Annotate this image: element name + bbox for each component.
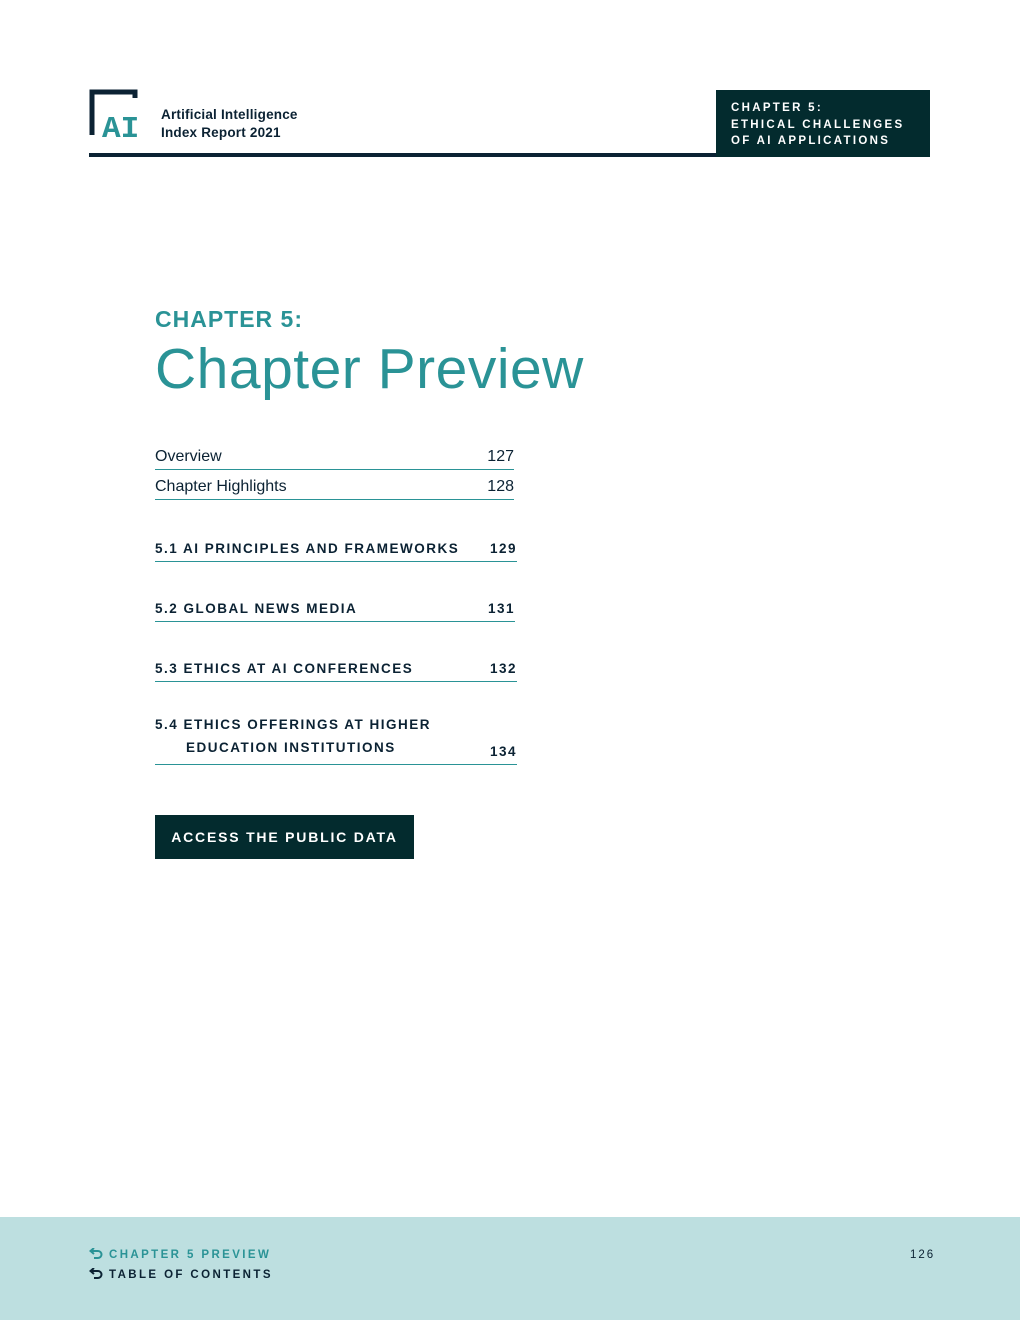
toc-item-label: 5.1 AI PRINCIPLES AND FRAMEWORKS <box>155 541 460 556</box>
return-arrow-icon <box>89 1248 103 1261</box>
toc-item-page: 131 <box>487 601 515 616</box>
chapter-tag-line3: OF AI APPLICATIONS <box>731 135 891 147</box>
chapter-tag-line1: CHAPTER 5: <box>731 102 824 114</box>
return-arrow-icon <box>89 1268 103 1281</box>
toc-item-label-line1: 5.4 ETHICS OFFERINGS AT HIGHER <box>155 717 432 732</box>
toc-item-label: Overview <box>155 448 222 465</box>
toc-item-page: 128 <box>487 478 514 495</box>
chapter-label: CHAPTER 5: <box>155 306 304 332</box>
toc-item-page: 127 <box>487 448 514 465</box>
toc-item-label: Chapter Highlights <box>155 478 287 495</box>
toc-item-label-line2: EDUCATION INSTITUTIONS <box>186 740 396 755</box>
toc-item-overview[interactable] <box>155 447 514 470</box>
toc-item-page: 134 <box>489 744 517 759</box>
logo-letters: AI <box>102 112 140 141</box>
chapter-preview-link[interactable] <box>89 1248 271 1261</box>
chapter-tag-line2: ETHICAL CHALLENGES <box>731 118 905 131</box>
toc-item-5-4[interactable] <box>155 719 517 765</box>
toc-item-label: 5.2 GLOBAL NEWS MEDIA <box>155 601 358 616</box>
report-title <box>161 106 298 142</box>
toc-item-label: 5.3 ETHICS AT AI CONFERENCES <box>155 661 414 676</box>
report-title-line2: Index Report 2021 <box>161 125 281 140</box>
toc-item-label <box>155 713 431 759</box>
toc-item-5-2[interactable] <box>155 600 515 622</box>
toc-item-page: 129 <box>489 541 517 556</box>
table-of-contents-label: TABLE OF CONTENTS <box>109 1268 273 1281</box>
page-title: Chapter Preview <box>155 337 584 401</box>
toc-item-5-3[interactable] <box>155 660 517 682</box>
report-title-line1: Artificial Intelligence <box>161 107 298 122</box>
ai-index-logo <box>89 89 147 141</box>
chapter-tag <box>716 90 930 157</box>
header-divider <box>89 153 717 157</box>
toc-item-chapter-highlights[interactable] <box>155 477 514 500</box>
access-public-data-button[interactable]: ACCESS THE PUBLIC DATA <box>155 815 414 859</box>
page-number: 126 <box>910 1249 936 1261</box>
chapter-preview-label: CHAPTER 5 PREVIEW <box>109 1248 272 1261</box>
toc-item-page: 132 <box>489 661 517 676</box>
toc-item-5-1[interactable] <box>155 540 517 562</box>
table-of-contents-link[interactable] <box>89 1268 273 1281</box>
